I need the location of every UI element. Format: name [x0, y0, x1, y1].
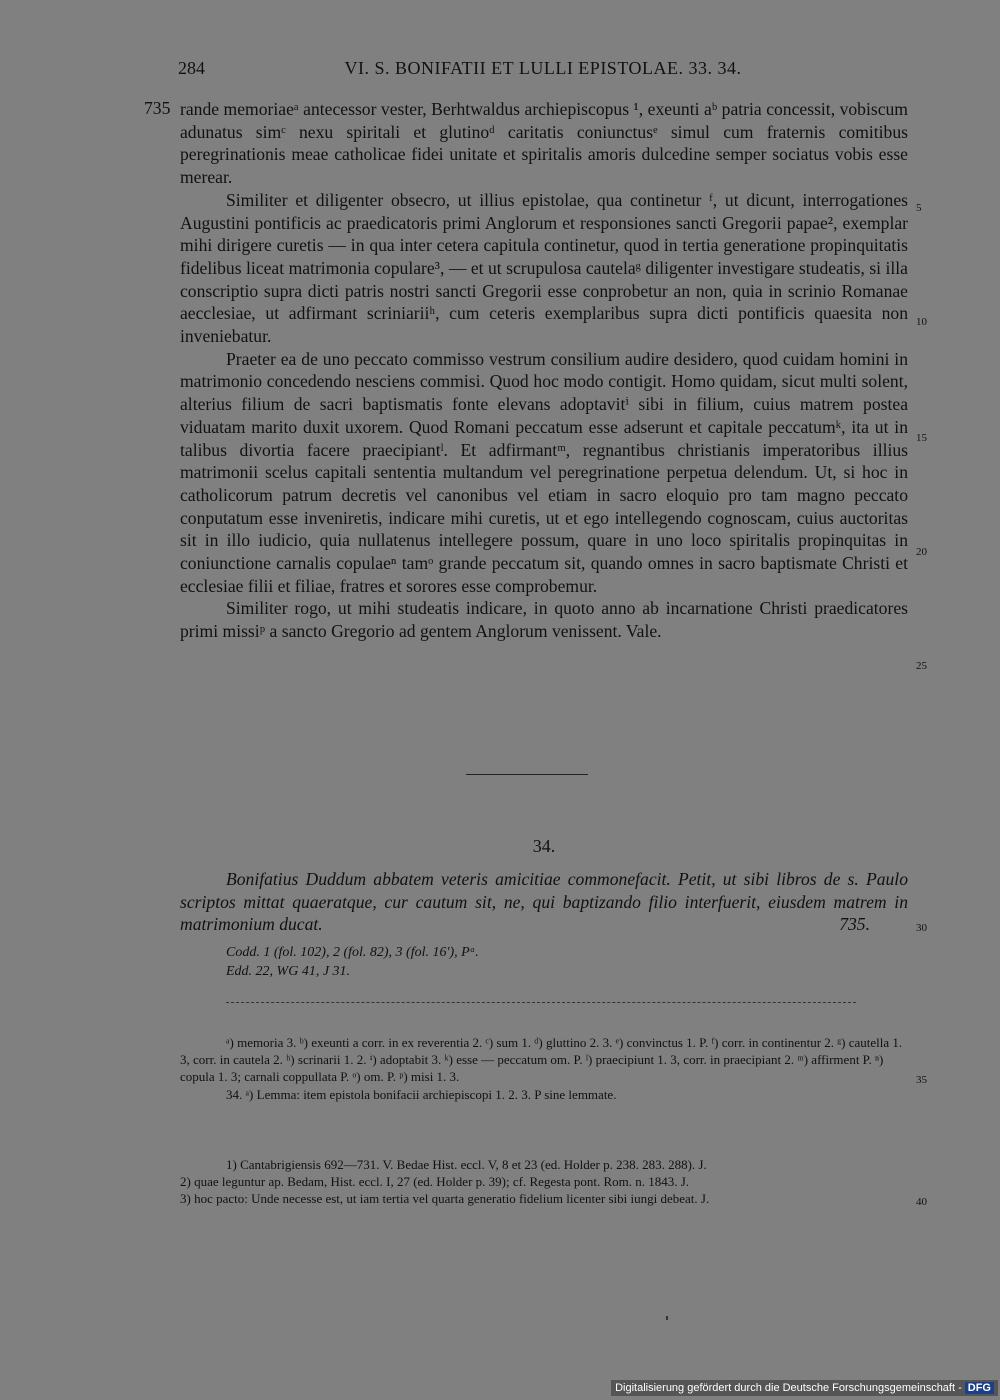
- line-number-10: 10: [916, 316, 927, 328]
- paragraph-4: Similiter rogo, ut mihi studeatis indicare, in quoto anno ab incarnatione Christi praedicatores primi missiᵖ a sancto Gregorio ad gentem Anglorum venissent. Vale.: [180, 598, 908, 642]
- apparatus-notes-33: ᵃ) memoria 3. ᵇ) exeunti a corr. in ex reverentia 2. ᶜ) sum 1. ᵈ) gluttino 2. 3. ᵉ) convinctus 1. P. ᶠ) corr. in continentur 2. ᵍ) cautella 1. 3, corr. in cautela 2. ʰ) scrinarii 1. 2. ⁱ) adoptabit 3. ᵏ) esse — peccatum om. P. ˡ) praecipiunt 1. 3, corr. in praecipiant 2. ᵐ) affirment P. ⁿ) copula 1. 3; carnali coppullata P. ᵒ) om. P. ᵖ) misi 1. 3.: [180, 1035, 903, 1085]
- letter-33-text: [180, 98, 908, 643]
- line-number-30: 30: [916, 922, 927, 934]
- letter-summary: [180, 868, 908, 936]
- section-divider: [466, 774, 588, 775]
- footnote-3: 3) hoc pacto: Unde necesse est, ut iam tertia vel quarta generatio fidelium licenter sibi iungi debeat. J.: [180, 1191, 710, 1207]
- footnotes: [180, 1156, 908, 1208]
- digitization-credit: [611, 1380, 998, 1396]
- footnote-1: 1) Cantabrigiensis 692—731. V. Bedae Hist. eccl. V, 8 et 23 (ed. Holder p. 238. 283. 288). J.: [226, 1157, 707, 1172]
- apparatus-rule: [226, 1002, 856, 1003]
- letter-number: 34.: [532, 836, 556, 856]
- paragraph-3: Praeter ea de uno peccato commisso vestrum consilium audire desidero, quod cuidam homini in matrimonio concedendo nesciens commisi. Quod hoc modo contigit. Homo quidam, sicut multi solent, alterius filium de sacri baptismatis fonte elevans adoptavitⁱ sibi in filium, cuius matrem postea viduatam marito duxit uxorem. Quod Romani peccatum esse adserunt et capitale peccatumᵏ, ita ut in talibus divortia facere praecipiantˡ. Et adfirmantᵐ, regnantibus christianis imperatoribus illius matrimonii scelus capitali sententia multandum vel peregrinatione perpetua delendum. Ut, si hoc in catholicorum patrum decretis vel canonibus vel etiam in sacro eloquio pro tam magno peccato conputatum esse inveniretis, indicare mihi curetis, ut et ego intellegendo cognoscam, cuius auctoritas sit in illo iudicio, quia nullatenus intellegere possum, quare in uno loco spiritalis propinquitas in coniunctione carnalis copulaeⁿ tamᵒ grande peccatum sit, quando omnes in sacro baptismate Christi et ecclesiae filii et filiae, fratres et sorores esse comprobemur.: [180, 348, 908, 596]
- sources-block: [226, 944, 479, 981]
- editions-line: Edd. 22, WG 41, J 31.: [226, 963, 351, 979]
- footnote-2: 2) quae leguntur ap. Bedam, Hist. eccl. I, 27 (ed. Holder p. 39); cf. Regesta pont. Rom. n. 1843. J.: [180, 1174, 690, 1190]
- line-number-5: 5: [916, 202, 922, 214]
- paragraph-1: rande memoriaeᵃ antecessor vester, Berhtwaldus archiepiscopus ¹, exeunti aᵇ patria concessit, vobiscum adunatus simᶜ nexu spiritali et glutinoᵈ caritatis coniunctusᵉ simul cum fraternis comitibus peregrinationis meae catholicae fidei unitate et spiritalis amoris dulcedine semper sociatus vobis esse merear.: [180, 99, 908, 188]
- margin-year: 735: [144, 98, 171, 118]
- dfg-logo: DFG: [965, 1382, 994, 1394]
- page-number: 284: [178, 58, 205, 78]
- summary-date: 735.: [839, 914, 870, 935]
- line-number-35: 35: [916, 1074, 927, 1086]
- summary-text: Bonifatius Duddum abbatem veteris amicitiae commonefacit. Petit, ut sibi libros de s. Paulo scriptos mittat quaeratque, cur cautum sit, ne, qui baptizando filio interfuerit, eiusdem matrem in matrimonium ducat.: [180, 869, 908, 935]
- codices-line: Codd. 1 (fol. 102), 2 (fol. 82), 3 (fol. 16'), Pᵃ.: [226, 945, 479, 960]
- scan-mark: [666, 1316, 668, 1320]
- line-number-25: 25: [916, 660, 927, 672]
- credit-text: Digitalisierung gefördert durch die Deutsche Forschungsgemeinschaft -: [615, 1382, 962, 1394]
- critical-apparatus: [180, 1034, 908, 1103]
- line-number-15: 15: [916, 432, 927, 444]
- apparatus-notes-34: 34. ᵃ) Lemma: item epistola bonifacii archiepiscopi 1. 2. 3. P sine lemmate.: [226, 1086, 617, 1102]
- line-number-20: 20: [916, 546, 927, 558]
- paragraph-2: Similiter et diligenter obsecro, ut illius epistolae, qua continetur ᶠ, ut dicunt, interrogationes Augustini pontificis ac praedicatoris primi Anglorum et responsiones sancti Gregorii papae², exemplar mihi dirigere curetis — in qua inter cetera capitula continetur, quod in tertia generatione propinquitatis fidelibus liceat matrimonia copulare³, — et ut scrupulosa cautelaᵍ diligenter investigare studeatis, si illa conscriptio supra dicti patris nostri sancti Gregorii esse conprobetur an non, quia in scrinio Romanae aecclesiae, ut adfirmant scriniariiʰ, cum ceteris exemplaribus supra dicti pontificis quaesita non inveniebatur.: [180, 189, 908, 347]
- line-number-40: 40: [916, 1196, 927, 1208]
- running-title: VI. S. BONIFATII ET LULLI EPISTOLAE. 33. 34.: [344, 58, 742, 78]
- page-header: [178, 58, 908, 82]
